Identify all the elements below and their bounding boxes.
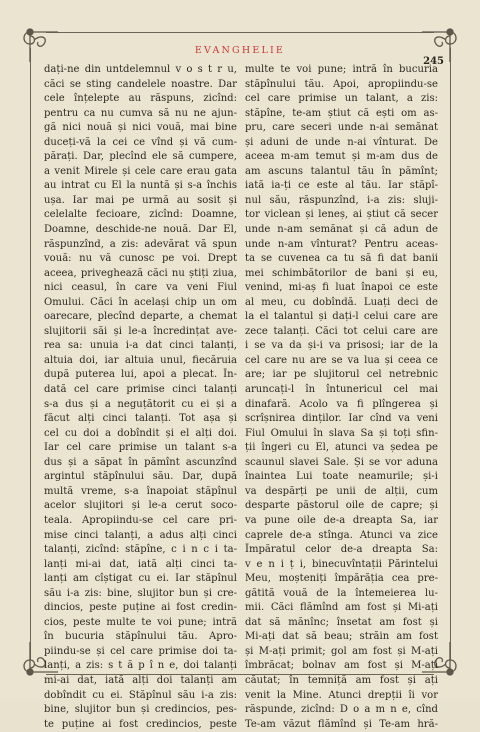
text-line: Meu, moșteniți împărăția cea pre- bbox=[245, 573, 438, 585]
text-line: scrîșnirea dinților. Iar cînd va veni bbox=[245, 413, 438, 425]
text-line: Mi-ați dat să beau; străin am fost bbox=[245, 631, 438, 643]
text-line: cel care nu are se va lua și ceea ce bbox=[245, 354, 438, 366]
text-line: Iar cel care primise un talant s-a bbox=[44, 442, 237, 454]
text-line: făcut alți cinci talanți. Tot așa și bbox=[44, 413, 237, 425]
text-line: argintul stăpînului său. Dar, după bbox=[44, 471, 237, 483]
text-line: tor viclean și leneș, ai știut că secer bbox=[245, 209, 438, 221]
text-line: după puterea lui, apoi a plecat. În- bbox=[44, 369, 237, 381]
frame-right-line bbox=[450, 48, 451, 660]
text-line: v e n i ț i, binecuvîntații Părintelui bbox=[245, 558, 438, 570]
text-line: iată ia-ți ce este al tău. Iar stăpî- bbox=[245, 180, 438, 192]
text-line: desparte păstorul oile de capre; și bbox=[245, 500, 438, 512]
text-line: lanți mi-ai dat, iată alți cinci ta- bbox=[44, 558, 237, 570]
text-line: s-a dus și a neguțătorit cu ei și a bbox=[44, 398, 237, 410]
corner-ornament-icon bbox=[14, 18, 60, 64]
text-line: unde n-am vînturat? Pentru aceas- bbox=[245, 238, 438, 250]
text-line: la el talantul și dați-l celui care are bbox=[245, 311, 438, 323]
text-line: aruncați-l în întunericul cel mai bbox=[245, 384, 438, 396]
text-line: dus și a săpat în pămînt ascunzînd bbox=[44, 456, 237, 468]
text-line: căci se sting candelele noastre. Dar bbox=[44, 78, 237, 90]
text-line: altuia doi, iar altuia unul, fiecăruia bbox=[44, 354, 237, 366]
text-line: răspunde, zicînd: D o a m n e, cînd bbox=[245, 704, 438, 716]
text-line: dinafară. Acolo va fi plîngerea și bbox=[245, 398, 438, 410]
right-text-column bbox=[245, 63, 438, 732]
text-line: unde n-am semănat și că adun de bbox=[245, 224, 438, 236]
text-line: cios, peste multe te voi pune; intră bbox=[44, 616, 237, 628]
text-line: cele înțelepte au răspuns, zicînd: bbox=[44, 93, 237, 105]
text-line: multe te voi pune; intră în bucuria bbox=[245, 64, 438, 75]
text-line: multă vreme, s-a înapoiat stăpînul bbox=[44, 485, 237, 497]
text-line: ta se cuvenea ca tu să fi dat banii bbox=[245, 253, 438, 265]
text-line: Doamne, deschide-ne nouă. Dar El, bbox=[44, 224, 237, 236]
text-line: acelor slujitori și le-a cerut soco- bbox=[44, 500, 237, 512]
text-line: ușa. Iar mai pe urmă au sosit și bbox=[44, 194, 237, 206]
text-line: rea sa: unuia i-a dat cinci talanți, bbox=[44, 340, 237, 352]
running-title: EVANGHELIE bbox=[194, 45, 286, 56]
text-line: mi-ai dat, iată alți doi talanți am bbox=[44, 674, 237, 686]
text-line: pentru ca nu cumva să nu ne ajun- bbox=[44, 107, 237, 119]
left-text-column bbox=[44, 63, 237, 732]
text-line: am ascuns talantul tău în pămînt; bbox=[245, 165, 438, 177]
text-line: teala. Apropiindu-se cel care pri- bbox=[44, 514, 237, 526]
text-line: ții îngeri cu El, atunci va ședea pe bbox=[245, 442, 438, 454]
text-line: îmbrăcat; bolnav am fost și M-ați bbox=[245, 660, 438, 672]
text-line: Te-am văzut flămînd și Te-am hră- bbox=[245, 718, 438, 730]
text-line: părați. Dar, plecînd ele să cumpere, bbox=[44, 151, 237, 163]
text-line: dată cel care primise cinci talanți bbox=[44, 384, 237, 396]
text-line: său i-a zis: bine, slujitor bun și cre- bbox=[44, 587, 237, 599]
text-line: scaunul slavei Sale. Și se vor aduna bbox=[245, 456, 438, 468]
text-line: mei schimbătorilor de bani și eu, bbox=[245, 267, 438, 279]
text-line: are; iar pe slujitorul cel netrebnic bbox=[245, 369, 438, 381]
text-line: a venit Mirele și cele care erau gata bbox=[44, 165, 237, 177]
text-line: va despărți pe unii de alții, cum bbox=[245, 485, 438, 497]
text-line: cel care primise un talant, a zis: bbox=[245, 93, 438, 105]
text-line: celelalte fecioare, zicînd: Doamne, bbox=[44, 209, 237, 221]
text-line: dat să mănînc; însetat am fost și bbox=[245, 616, 438, 628]
page-number: 245 bbox=[423, 56, 444, 67]
text-line: căutat; în temniță am fost și ați bbox=[245, 674, 438, 686]
text-line: bine, slujitor bun și credincios, pes- bbox=[44, 704, 237, 716]
text-line: slujitorii săi și le-a încredințat ave- bbox=[44, 325, 237, 337]
text-line: oarecare, plecînd departe, a chemat bbox=[44, 311, 237, 323]
text-line: lanți am cîștigat cu ei. Iar stăpînul bbox=[44, 573, 237, 585]
text-line: stăpînului tău. Apoi, apropiindu-se bbox=[245, 78, 438, 90]
text-line: aceea m-am temut și m-am dus de bbox=[245, 151, 438, 163]
text-line: Împăratul celor de-a dreapta Sa: bbox=[245, 544, 438, 556]
text-line: pru, care seceri unde n-ai semănat bbox=[245, 122, 438, 134]
text-line: duceți-vă la cei ce vînd și vă cum- bbox=[44, 136, 237, 148]
text-line: venind, mi-aș fi luat înapoi ce este bbox=[245, 282, 438, 294]
text-line: caprele de-a stînga. Atunci va zice bbox=[245, 529, 438, 541]
text-line: vouă: nu vă cunosc pe voi. Drept bbox=[44, 253, 237, 265]
text-line: al meu, cu dobîndă. Luați deci de bbox=[245, 296, 438, 308]
text-line: înaintea Lui toate neamurile; și-i bbox=[245, 471, 438, 483]
text-line: nul său, răspunzînd, i-a zis: sluji- bbox=[245, 194, 438, 206]
text-line: mii. Căci flămînd am fost și Mi-ați bbox=[245, 602, 438, 614]
text-line: stăpîne, te-am știut că ești om as- bbox=[245, 107, 438, 119]
text-line: dați-ne din untdelemnul v o s t r u, bbox=[44, 64, 237, 75]
text-line: și M-ați primit; gol am fost și M-ați bbox=[245, 645, 438, 657]
text-line: gă nici nouă și nici vouă, mai bine bbox=[44, 122, 237, 134]
text-line: cel cu doi a dobîndit și el alți doi. bbox=[44, 427, 237, 439]
text-line: talanți, zicînd: stăpîne, c i n c i ta- bbox=[44, 544, 237, 556]
text-line: nici ceasul, în care va veni Fiul bbox=[44, 282, 237, 294]
text-line: venit la Mine. Atunci drepții îi vor bbox=[245, 689, 438, 701]
text-line: în bucuria stăpînului tău. Apro- bbox=[44, 631, 237, 643]
text-line: lanți, a zis: s t ă p î n e, doi talanți bbox=[44, 660, 237, 672]
text-line: Fiul Omului în slava Sa și toți sfin- bbox=[245, 427, 438, 439]
frame-left-line bbox=[30, 48, 31, 660]
text-line: mise cinci talanți, a adus alți cinci bbox=[44, 529, 237, 541]
text-line: au intrat cu El la nuntă și s-a închis bbox=[44, 180, 237, 192]
text-line: te puține ai fost credincios, peste bbox=[44, 718, 237, 730]
text-line: dincios, peste puține ai fost credin- bbox=[44, 602, 237, 614]
text-line: i se va da și-i va prisosi; iar de la bbox=[245, 340, 438, 352]
text-line: piindu-se și cel care primise doi ta- bbox=[44, 645, 237, 657]
text-line: și aduni de unde n-ai vînturat. De bbox=[245, 136, 438, 148]
frame-top-line bbox=[46, 32, 434, 33]
text-line: gătită vouă de la întemeierea lu- bbox=[245, 587, 438, 599]
text-line: răspunzînd, a zis: adevărat vă spun bbox=[44, 238, 237, 250]
text-line: va pune oile de-a dreapta Sa, iar bbox=[245, 514, 438, 526]
text-line: dobîndit cu ei. Stăpînul său i-a zis: bbox=[44, 689, 237, 701]
text-line: aceea, priveghează căci nu știți ziua, bbox=[44, 267, 237, 279]
text-line: Omului. Căci în același chip un om bbox=[44, 296, 237, 308]
text-line: zece talanți. Căci tot celui care are bbox=[245, 325, 438, 337]
